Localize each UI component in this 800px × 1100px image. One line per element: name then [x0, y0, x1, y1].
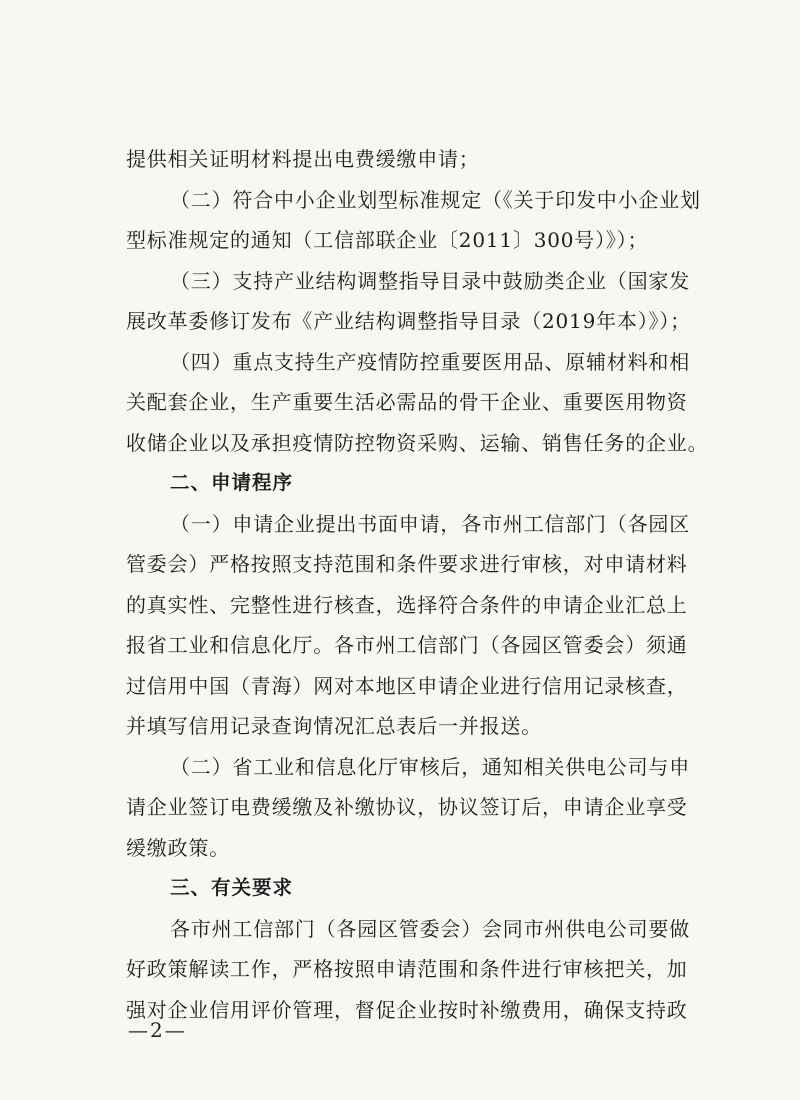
text-line: 请企业签订电费缓缴及补缴协议，协议签订后，申请企业享受 — [126, 795, 688, 819]
text-line: 收储企业以及承担疫情防控物资采购、运输、销售任务的企业。 — [126, 430, 709, 455]
text-line: （二）省工业和信息化厅审核后，通知相关供电公司与申 — [170, 754, 690, 779]
text-line: 并填写信用记录查询情况汇总表后一并报送。 — [126, 714, 542, 738]
text-line: 提供相关证明材料提出电费缓缴申请； — [126, 147, 480, 171]
text-line: 过信用中国（青海）网对本地区申请企业进行信用记录核查， — [126, 673, 688, 698]
section-heading: 三、有关要求 — [170, 876, 294, 899]
text-line: （四）重点支持生产疫情防控重要医用品、原辅材料和相 — [170, 349, 690, 374]
text-line: （二）符合中小企业划型标准规定（《关于印发中小企业划 — [170, 187, 701, 212]
section-heading: 二、申请程序 — [170, 471, 294, 494]
body-text — [126, 139, 709, 1030]
text-line: 关配套企业，生产重要生活必需品的骨干企业、重要医用物资 — [126, 390, 688, 414]
text-line: 各市州工信部门（各园区管委会）会同市州供电公司要做 — [170, 916, 690, 941]
text-line: 展改革委修订发布《产业结构调整指导目录（2019年本）》）； — [126, 309, 691, 333]
text-line: 强对企业信用评价管理，督促企业按时补缴费用，确保支持政 — [126, 997, 688, 1022]
page-number: —2— — [128, 1018, 187, 1042]
text-line: 的真实性、完整性进行核查，选择符合条件的申请企业汇总上 — [126, 592, 688, 617]
text-line: 缓缴政策。 — [126, 835, 230, 860]
text-line: 好政策解读工作，严格按照申请范围和条件进行审核把关，加 — [126, 957, 688, 981]
text-line: 型标准规定的通知（工信部联企业〔2011〕300号）》）； — [126, 228, 649, 252]
text-line: 管委会）严格按照支持范围和条件要求进行审核，对申请材料 — [126, 552, 688, 576]
text-line: 报省工业和信息化厅。各市州工信部门（各园区管委会）须通 — [126, 633, 688, 657]
text-line: （三）支持产业结构调整指导目录中鼓励类企业（国家发 — [170, 268, 690, 293]
text-line: （一）申请企业提出书面申请，各市州工信部门（各园区 — [170, 511, 690, 536]
